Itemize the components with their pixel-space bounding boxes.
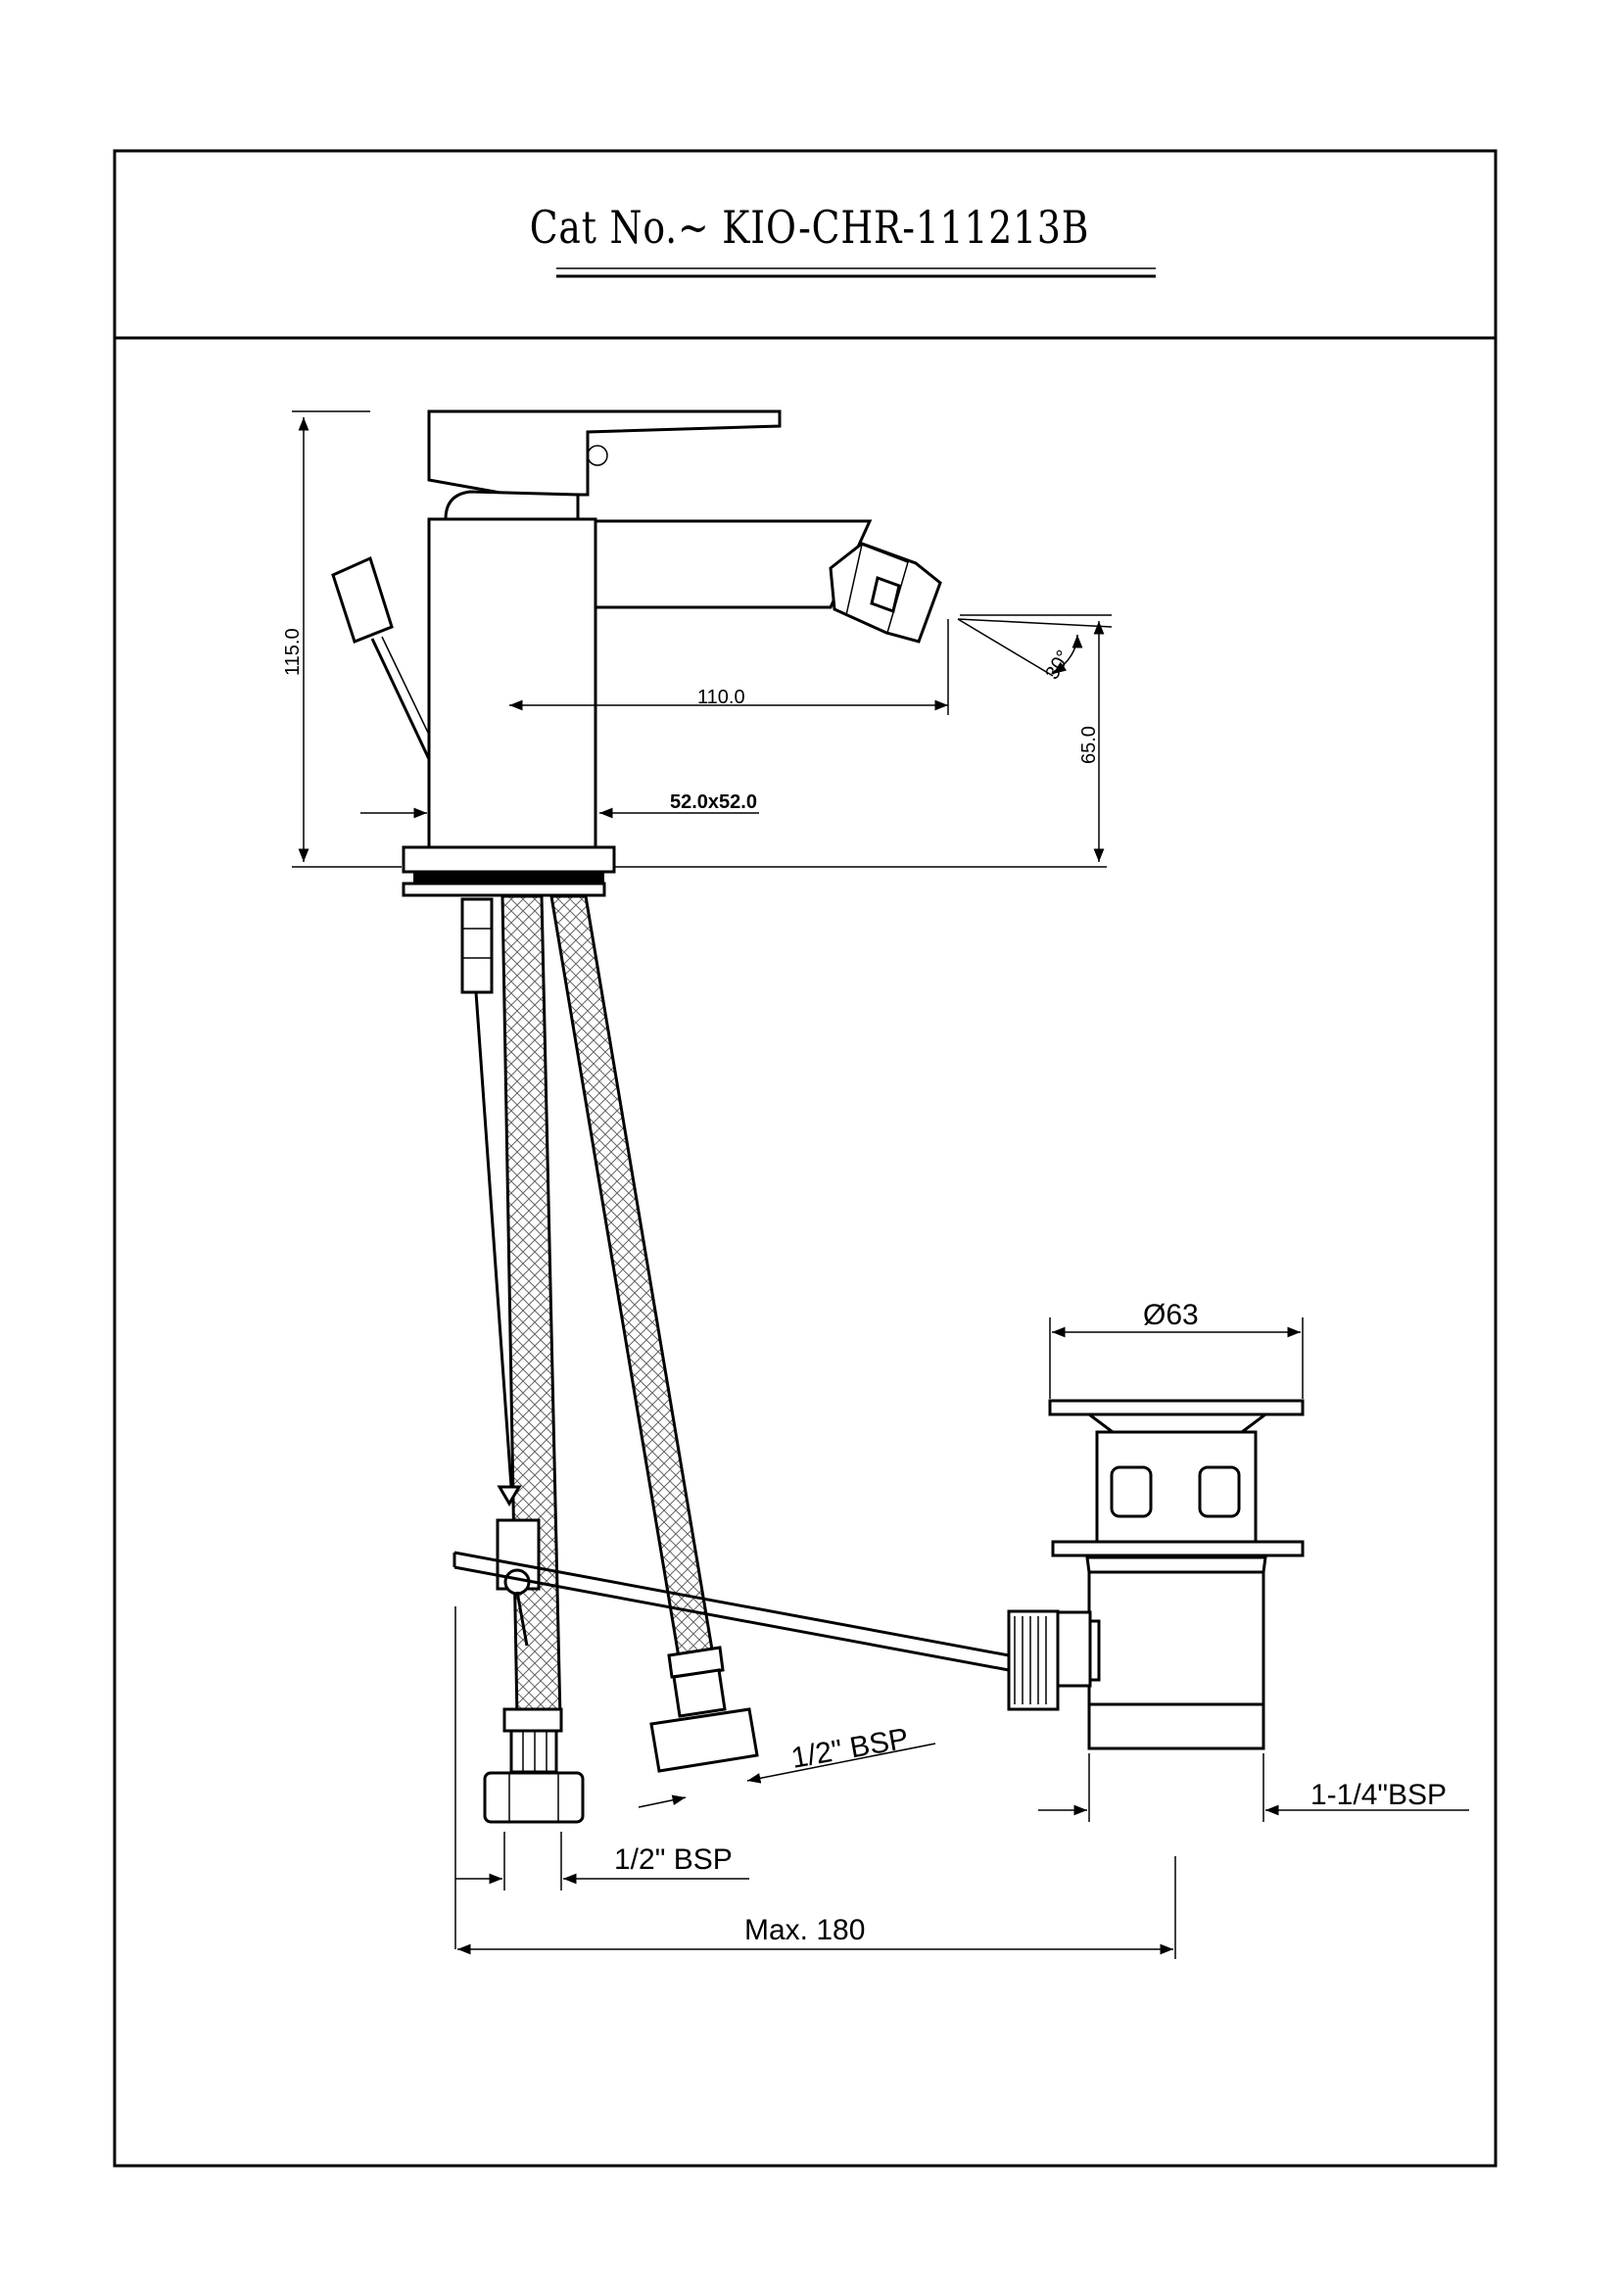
label-body-size: 52.0x52.0	[670, 791, 757, 813]
nozzle-outlet	[872, 578, 899, 611]
handle-screw	[588, 446, 607, 465]
fitting-left-nut	[485, 1773, 583, 1822]
lever-handle	[429, 411, 780, 495]
label-inlet-left: 1/2" BSP	[614, 1843, 733, 1876]
hose-right	[551, 896, 713, 1657]
base-washer	[404, 884, 604, 895]
fitting-left-collar	[504, 1709, 561, 1731]
waste-knuckle	[1056, 1612, 1090, 1686]
popup-knob	[333, 558, 392, 642]
label-spout-height: 65.0	[1078, 726, 1100, 764]
popup-rod	[372, 639, 429, 759]
fitting-right-nut	[651, 1709, 757, 1771]
label-max-length: Max. 180	[744, 1914, 866, 1946]
label-spout-reach: 110.0	[697, 687, 745, 708]
waste-flange	[1053, 1542, 1303, 1555]
spout	[595, 521, 870, 607]
outer-border	[115, 151, 1496, 2166]
cartridge-cap	[446, 492, 578, 519]
waste-tail	[1089, 1572, 1263, 1704]
base-gasket	[413, 872, 604, 884]
label-waste-diameter: Ø63	[1143, 1299, 1199, 1331]
mixer-body	[333, 411, 940, 895]
waste-knurl	[1009, 1611, 1058, 1709]
base-flange	[404, 847, 614, 872]
waste-slot-2	[1200, 1467, 1239, 1516]
waste-slot-1	[1112, 1467, 1151, 1516]
body-column	[429, 519, 595, 847]
frame	[115, 151, 1496, 2166]
catalog-number-title: Cat No.~ KIO-CHR-111213B	[529, 201, 1090, 254]
tailpipe-thread	[462, 899, 492, 992]
fitting-left-crimp	[511, 1731, 556, 1772]
label-height: 115.0	[282, 628, 304, 676]
hose-left	[502, 896, 560, 1719]
waste-cap	[1050, 1401, 1303, 1414]
label-inlet-right: 1/2" BSP	[788, 1722, 912, 1775]
linkage-screw	[505, 1570, 529, 1594]
waste-thread	[1089, 1704, 1263, 1748]
inlet-hoses	[454, 896, 1009, 1822]
popup-waste	[1009, 1401, 1303, 1748]
label-spray-angle: 30°	[1041, 646, 1075, 684]
popup-rod-2	[382, 637, 429, 735]
fitting-right-crimp	[674, 1670, 725, 1716]
label-waste-thread: 1-1/4"BSP	[1310, 1779, 1448, 1811]
